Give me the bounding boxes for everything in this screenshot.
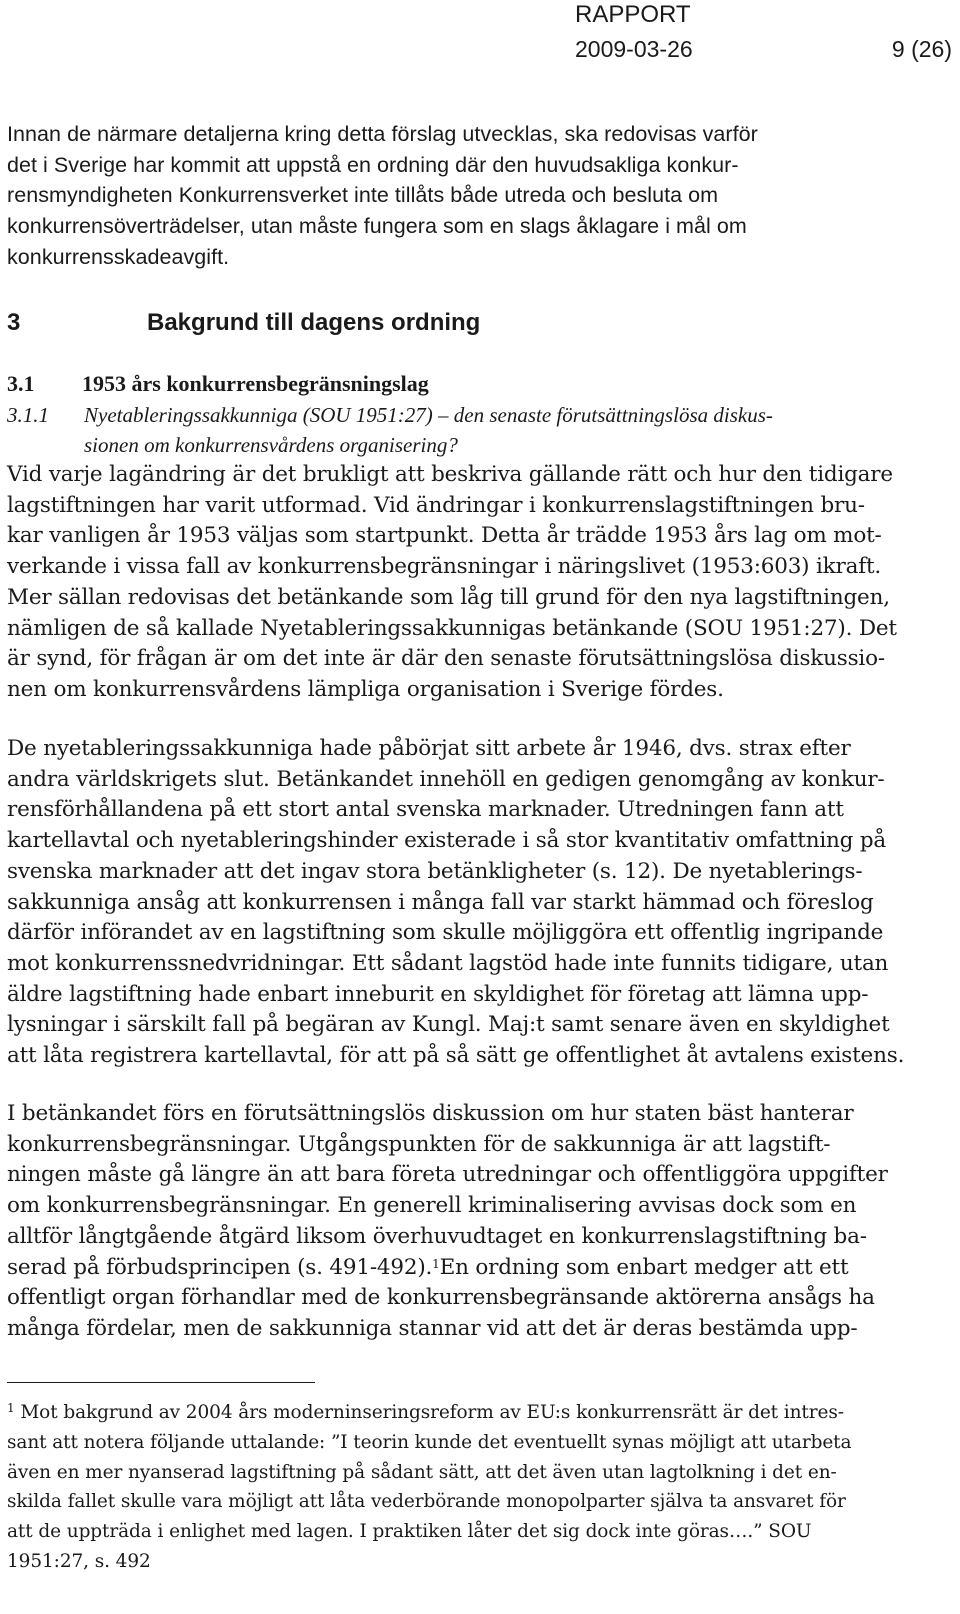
- paragraph-line: De nyetableringssakkunniga hade påbörjat sitt arbete år 1946, dvs. strax efter: [7, 736, 851, 761]
- paragraph-line: äldre lagstiftning hade enbart inneburit en skyldighet för företag att lämna upp-: [7, 981, 869, 1007]
- paragraph-line: många fördelar, men de sakkunniga stannar vid att det är deras bestämda upp-: [7, 1315, 858, 1341]
- body-paragraph-1: [7, 460, 947, 706]
- body-paragraph-2: [7, 734, 947, 1072]
- paragraph-line: kar vanligen år 1953 väljas som startpunkt. Detta år trädde 1953 års lag om mot-: [7, 523, 882, 549]
- section-heading: [7, 308, 480, 338]
- paragraph-line: det i Sverige har kommit att uppstå en ordning där den huvudsakliga konkur-: [7, 152, 739, 177]
- section-number: 3: [7, 309, 21, 336]
- paragraph-line: kartellavtal och nyetableringshinder existerade i så stor kvantitativ omfattning på: [7, 828, 887, 854]
- line-text: serad på förbudsprincipen (s. 491-492).: [7, 1254, 433, 1280]
- page-number: 9 (26): [891, 36, 952, 62]
- footnote-line: skilda fallet skulle vara möjligt att låta vederbörande monopolparter själva ta ansvaret för: [7, 1491, 846, 1513]
- subsubsection-title-line1: Nyetableringssakkunniga (SOU 1951:27) – den senaste förutsättningslösa diskus-: [84, 403, 773, 427]
- paragraph-line: [7, 1253, 947, 1284]
- paragraph-line: därför införandet av en lagstiftning som skulle möjliggöra ett offentlig ingripande: [7, 920, 884, 946]
- paragraph-line: mot konkurrenssnedvridningar. Ett sådant lagstöd hade inte funnits tidigare, utan: [7, 950, 889, 976]
- paragraph-line: andra världskrigets slut. Betänkandet innehöll en gedigen genomgång av konkur-: [7, 766, 885, 792]
- paragraph-line: offentligt organ förhandlar med de konkurrensbegränsande aktörerna ansågs ha: [7, 1285, 875, 1311]
- footnote-mark: 1: [7, 1401, 15, 1415]
- subsubsection-number: 3.1.1: [7, 403, 49, 427]
- footnote: [7, 1398, 947, 1577]
- paragraph-line: är synd, för frågan är om det inte är där den senaste förutsättningslösa diskussio-: [7, 646, 885, 672]
- paragraph-line: verkande i vissa fall av konkurrensbegränsningar i näringslivet (1953:603) ikraft.: [7, 554, 882, 580]
- paragraph-line: Mer sällan redovisas det betänkande som låg till grund för den nya lagstiftningen,: [7, 584, 890, 610]
- line-text: En ordning som enbart medger att ett: [439, 1254, 849, 1280]
- subsubsection-heading: [7, 400, 947, 460]
- intro-paragraph: [7, 119, 947, 273]
- paragraph-line: lysningar i särskilt fall på begäran av Kungl. Maj:t samt senare även en skyldighet: [7, 1012, 890, 1038]
- paragraph-line: att låta registrera kartellavtal, för att på så sätt ge offentlighet åt avtalens existens.: [7, 1043, 905, 1069]
- paragraph-line: konkurrensöverträdelser, utan måste fungera som en slags åklagare i mål om: [7, 214, 747, 239]
- paragraph-line: alltför långtgående åtgärd liksom överhuvudtaget en konkurrenslagstiftning ba-: [7, 1223, 867, 1249]
- footnote-line: sant att notera följande uttalande: ”I teorin kunde det eventuellt synas möjligt att utarbeta: [7, 1431, 852, 1453]
- section-title: Bakgrund till dagens ordning: [147, 309, 481, 336]
- report-type-label: RAPPORT: [575, 1, 691, 28]
- footnote-line: även en mer nyanserad lagstiftning på sådant sätt, att det även utan lagtolkning i det en-: [7, 1461, 837, 1483]
- paragraph-line: Innan de närmare detaljerna kring detta förslag utvecklas, ska redovisas varför: [7, 122, 758, 146]
- subsection-number: 3.1: [7, 371, 35, 396]
- paragraph-line: Vid varje lagändring är det brukligt att beskriva gällande rätt och hur den tidigare: [7, 462, 893, 487]
- paragraph-line: konkurrensskadeavgift.: [7, 244, 230, 269]
- footnote-divider: [7, 1382, 315, 1383]
- paragraph-line: ningen måste gå längre än att bara företa utredningar och offentliggöra uppgifter: [7, 1162, 888, 1188]
- paragraph-line: nen om konkurrensvårdens lämpliga organisation i Sverige fördes.: [7, 676, 724, 702]
- footnote-line: 1951:27, s. 492: [7, 1550, 151, 1572]
- footnote-line: [7, 1398, 947, 1428]
- paragraph-line: rensmyndigheten Konkurrensverket inte tillåts både utreda och besluta om: [7, 183, 719, 208]
- paragraph-line: konkurrensbegränsningar. Utgångspunkten för de sakkunniga är att lagstift-: [7, 1131, 831, 1157]
- paragraph-line: nämligen de så kallade Nyetableringssakkunnigas betänkande (SOU 1951:27). Det: [7, 615, 897, 641]
- paragraph-line: svenska marknader att det ingav stora betänkligheter (s. 12). De nyetablerings-: [7, 858, 863, 884]
- body-paragraph-3: [7, 1099, 947, 1345]
- footnote-line: att de uppträda i enlighet med lagen. I praktiken låter det sig dock inte göras….” SOU: [7, 1521, 812, 1543]
- subsection-heading: [7, 369, 429, 399]
- paragraph-line: rensförhållandena på ett stort antal svenska marknader. Utredningen fann att: [7, 797, 844, 823]
- subsection-title: 1953 års konkurrensbegränsningslag: [82, 371, 429, 396]
- subsubsection-title-line2: sionen om konkurrensvårdens organisering?: [84, 433, 458, 457]
- paragraph-line: sakkunniga ansåg att konkurrensen i många fall var starkt hämmad och föreslog: [7, 889, 874, 915]
- report-date: 2009-03-26: [575, 36, 693, 62]
- paragraph-line: lagstiftningen har varit utformad. Vid ändringar i konkurrenslagstiftningen bru-: [7, 492, 865, 518]
- footnote-reference[interactable]: 1: [432, 1256, 440, 1271]
- paragraph-line: I betänkandet förs en förutsättningslös diskussion om hur staten bäst hanterar: [7, 1101, 854, 1126]
- paragraph-line: om konkurrensbegränsningar. En generell kriminalisering avvisas dock som en: [7, 1193, 857, 1219]
- footnote-text: Mot bakgrund av 2004 års moderninseringsreform av EU:s konkurrensrätt är det intres-: [20, 1402, 844, 1423]
